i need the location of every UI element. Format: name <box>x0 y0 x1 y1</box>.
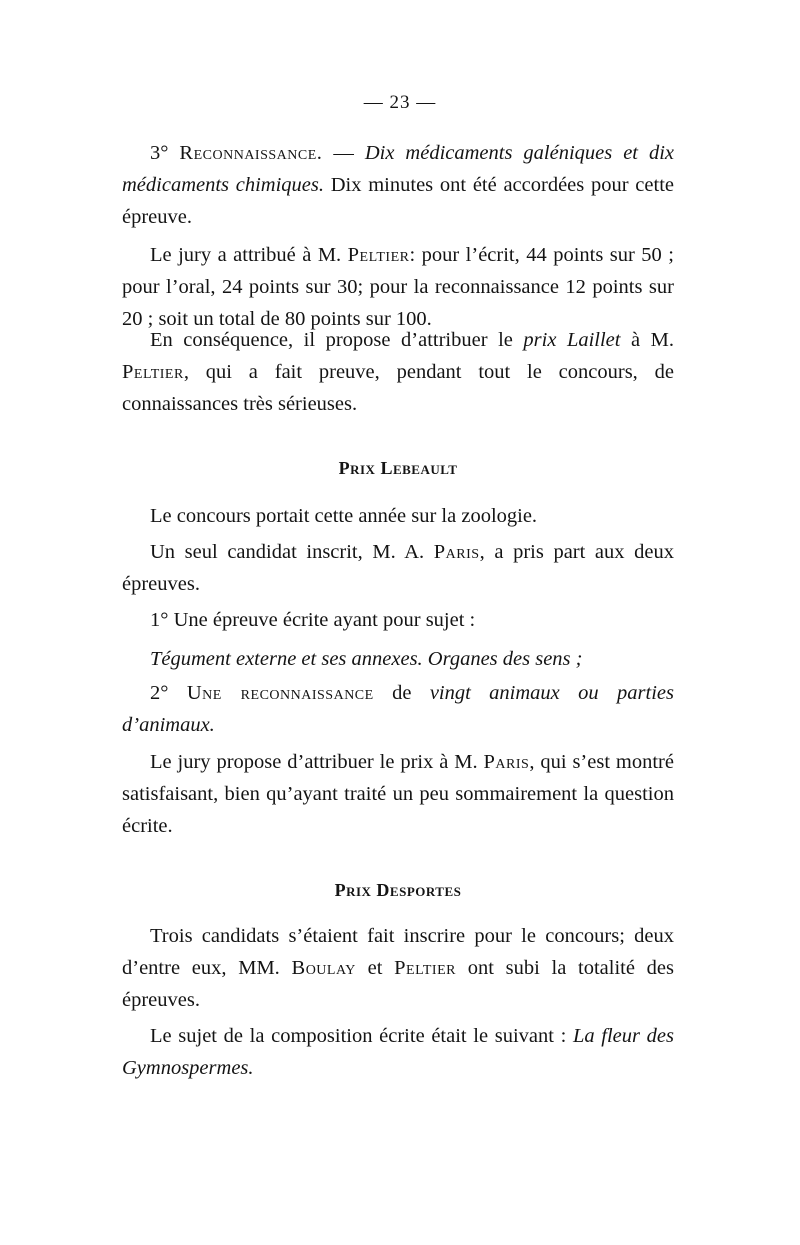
body-text: Le sujet de la composition écrite était le suivant : <box>150 1025 573 1047</box>
paragraph-reconnaissance-animaux <box>122 677 674 741</box>
paragraph-zoologie: Le concours portait cette année sur la zoologie. <box>150 505 538 527</box>
page-number: — 23 — <box>363 92 437 113</box>
body-text: à M. <box>620 329 674 351</box>
body-text: , qui a fait preuve, pendant tout le concours, de connaissances très sérieuses. <box>122 361 674 415</box>
body-text: Le jury propose d’attribuer le prix à M. <box>150 751 484 773</box>
person-name: Peltier <box>394 957 456 979</box>
italic-text: Dix médicaments galéniques et dix médicaments chimiques. <box>122 142 674 196</box>
paragraph-candidats <box>122 920 674 1016</box>
body-text: En conséquence, il propose d’attribuer le <box>150 329 524 351</box>
body-text: et <box>355 957 395 979</box>
body-text: Le jury a attribué à M. <box>150 244 348 266</box>
section-heading-prix-lebeault: Prix Lebeault <box>338 458 458 478</box>
paragraph-jury-paris <box>122 746 674 842</box>
paragraph-sujet: Tégument externe et ses annexes. Organes des sens ; <box>150 648 583 670</box>
person-name: Boulay <box>291 957 356 979</box>
body-text: , a pris part aux deux épreuves. <box>122 541 675 595</box>
section-label: Une reconnaissance <box>186 682 374 704</box>
person-name: Paris <box>433 541 480 563</box>
paragraph-epreuve-ecrite: 1° Une épreuve écrite ayant pour sujet : <box>150 609 476 631</box>
body-text: : pour l’écrit, 44 points sur 50 ; pour l’oral, 24 points sur 30; pour la reconnaissance 12 points sur 20 ; soit un total de 80 points sur 100. <box>122 244 674 330</box>
body-text: Dix minutes ont été accordées pour cette épreuve. <box>122 174 674 228</box>
paragraph-jury-points <box>122 239 674 335</box>
dash: — <box>322 142 365 164</box>
paragraph-reconnaissance <box>122 137 674 233</box>
person-name: Peltier <box>122 361 184 383</box>
body-text: Un seul candidat inscrit, M. A. <box>150 541 434 563</box>
body-text: ont subi la totalité des épreuves. <box>122 957 675 1011</box>
paragraph-candidat <box>122 536 674 600</box>
italic-text: La fleur des Gymnospermes. <box>122 1025 674 1079</box>
body-text: Trois candidats s’étaient fait inscrire pour le concours; deux d’entre eux, MM. <box>122 925 674 979</box>
italic-text: vingt animaux ou parties d’animaux. <box>122 682 674 736</box>
paragraph-prefix: 3° <box>150 142 180 164</box>
paragraph-composition <box>122 1020 674 1084</box>
section-heading-prix-desportes: Prix Desportes <box>334 880 462 900</box>
body-text: , qui s’est montré satisfaisant, bien qu’ayant traité un peu sommairement la question écrite. <box>122 751 674 837</box>
person-name: Paris <box>483 751 530 773</box>
paragraph-consequence <box>122 324 674 420</box>
prize-name: prix Laillet <box>523 329 621 351</box>
paragraph-prefix: 2° <box>150 682 187 704</box>
person-name: Peltier <box>347 244 410 266</box>
section-label: Reconnaissance. <box>179 142 323 164</box>
body-text: de <box>373 682 430 704</box>
